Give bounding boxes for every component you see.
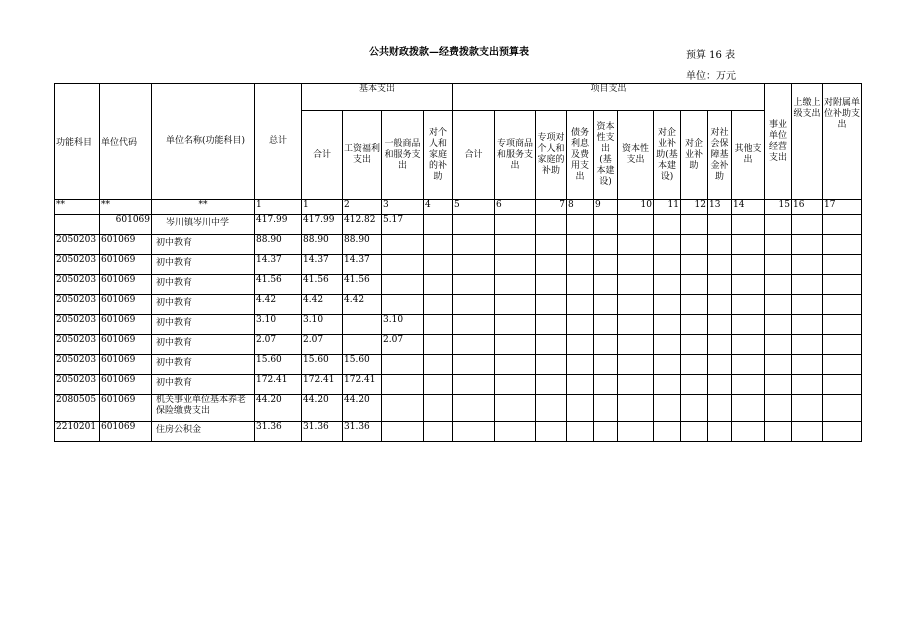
cell-empty [495, 275, 536, 295]
cell-empty [424, 335, 453, 355]
cell-empty [732, 355, 765, 375]
table-row [55, 215, 862, 235]
cell-empty [536, 335, 567, 355]
cell-empty [567, 215, 594, 235]
cell-empty [765, 375, 792, 395]
cell-empty [495, 235, 536, 255]
column-index-cell: 2 [343, 200, 382, 215]
cell-empty [681, 215, 708, 235]
cell-empty [536, 255, 567, 275]
cell-empty [495, 335, 536, 355]
cell-empty [732, 235, 765, 255]
cell-unit: 601069 [100, 422, 152, 442]
cell-empty [823, 395, 862, 422]
cell-total: 41.56 [255, 275, 302, 295]
cell-empty [594, 275, 618, 295]
cell-empty [495, 355, 536, 375]
cell-empty [424, 355, 453, 375]
cell-empty [792, 315, 823, 335]
table-row [55, 295, 862, 315]
cell-empty [823, 215, 862, 235]
cell-salary: 88.90 [343, 235, 382, 255]
cell-basic-total: 417.99 [302, 215, 343, 235]
header-salary: 工资福利支出 [343, 111, 382, 200]
cell-empty [618, 335, 654, 355]
cell-empty [495, 295, 536, 315]
cell-code: 2050203 [55, 255, 100, 275]
header-proj-total: 合计 [453, 111, 495, 200]
header-social: 对社会保障基金补助 [708, 111, 732, 200]
cell-empty [453, 295, 495, 315]
cell-empty [594, 422, 618, 442]
cell-empty [567, 422, 594, 442]
header-other: 其他支出 [732, 111, 765, 200]
cell-name: 初中教育 [152, 375, 255, 395]
cell-empty [708, 335, 732, 355]
cell-empty [453, 395, 495, 422]
header-project: 项目支出 [453, 84, 765, 111]
header-proj-goods: 专项商品和服务支出 [495, 111, 536, 200]
header-basic: 基本支出 [302, 84, 453, 111]
cell-empty [567, 375, 594, 395]
cell-empty [732, 375, 765, 395]
cell-empty [594, 295, 618, 315]
table-row [55, 335, 862, 355]
cell-empty [594, 255, 618, 275]
column-index-row [55, 200, 862, 215]
table-row [55, 422, 862, 442]
cell-unit: 601069 [100, 335, 152, 355]
column-index-cell: 8 [567, 200, 594, 215]
cell-empty [536, 295, 567, 315]
cell-empty [681, 335, 708, 355]
cell-basic-total: 14.37 [302, 255, 343, 275]
cell-empty [424, 295, 453, 315]
cell-empty [495, 422, 536, 442]
header-debt: 债务利息及费用支出 [567, 111, 594, 200]
cell-empty [681, 235, 708, 255]
cell-empty [732, 275, 765, 295]
cell-salary: 41.56 [343, 275, 382, 295]
cell-code: 2050203 [55, 275, 100, 295]
cell-empty [567, 255, 594, 275]
cell-code: 2050203 [55, 295, 100, 315]
cell-empty [708, 395, 732, 422]
cell-empty [708, 235, 732, 255]
cell-empty [618, 235, 654, 255]
cell-empty [424, 375, 453, 395]
cell-code: 2080505 [55, 395, 100, 422]
column-index-cell: 1 [255, 200, 302, 215]
cell-empty [681, 315, 708, 335]
cell-empty [453, 335, 495, 355]
cell-empty [594, 355, 618, 375]
form-number: 预算 16 表 [686, 50, 736, 61]
cell-empty [453, 315, 495, 335]
cell-empty [453, 375, 495, 395]
cell-empty [453, 255, 495, 275]
column-index-cell: 14 [732, 200, 765, 215]
cell-total: 14.37 [255, 255, 302, 275]
cell-total: 31.36 [255, 422, 302, 442]
cell-empty [765, 335, 792, 355]
cell-empty [732, 215, 765, 235]
cell-empty [708, 375, 732, 395]
cell-empty [708, 255, 732, 275]
cell-empty [823, 355, 862, 375]
header-capital: 资本性支出 [618, 111, 654, 200]
cell-empty [424, 395, 453, 422]
cell-name: 住房公积金 [152, 422, 255, 442]
cell-goods [382, 395, 424, 422]
cell-empty [765, 395, 792, 422]
cell-empty [765, 235, 792, 255]
cell-empty [708, 275, 732, 295]
cell-empty [424, 275, 453, 295]
column-index-cell: 9 [594, 200, 618, 215]
cell-empty [708, 215, 732, 235]
cell-name: 初中教育 [152, 275, 255, 295]
cell-total: 44.20 [255, 395, 302, 422]
header-personal: 对个人和家庭的补助 [424, 111, 453, 200]
cell-goods: 3.10 [382, 315, 424, 335]
cell-empty [594, 375, 618, 395]
cell-empty [594, 215, 618, 235]
cell-empty [654, 215, 681, 235]
cell-total: 417.99 [255, 215, 302, 235]
cell-empty [536, 215, 567, 235]
cell-salary [343, 315, 382, 335]
cell-empty [654, 375, 681, 395]
cell-empty [567, 395, 594, 422]
cell-unit: 601069 [100, 255, 152, 275]
cell-empty [453, 275, 495, 295]
table-row [55, 315, 862, 335]
table-title: 公共财政拨款—经费拨款支出预算表 [369, 47, 529, 58]
cell-empty [594, 235, 618, 255]
cell-salary: 14.37 [343, 255, 382, 275]
cell-empty [765, 355, 792, 375]
column-index-cell: ** [100, 200, 152, 215]
table-body [55, 215, 862, 442]
cell-name: 初中教育 [152, 295, 255, 315]
cell-total: 3.10 [255, 315, 302, 335]
table-row [55, 255, 862, 275]
cell-empty [536, 315, 567, 335]
cell-salary: 412.82 [343, 215, 382, 235]
cell-unit: 601069 [100, 395, 152, 422]
budget-table [54, 83, 862, 442]
cell-empty [708, 422, 732, 442]
cell-goods [382, 295, 424, 315]
cell-goods [382, 255, 424, 275]
cell-empty [594, 315, 618, 335]
cell-basic-total: 4.42 [302, 295, 343, 315]
cell-empty [823, 275, 862, 295]
cell-empty [618, 295, 654, 315]
cell-empty [765, 275, 792, 295]
cell-empty [424, 315, 453, 335]
cell-empty [567, 355, 594, 375]
cell-total: 4.42 [255, 295, 302, 315]
cell-empty [536, 235, 567, 255]
cell-empty [495, 315, 536, 335]
cell-empty [732, 335, 765, 355]
column-index-cell: 7 [536, 200, 567, 215]
cell-empty [654, 295, 681, 315]
cell-empty [618, 422, 654, 442]
cell-goods [382, 275, 424, 295]
cell-goods [382, 375, 424, 395]
header-biz: 事业单位经营支出 [765, 84, 792, 200]
header-proj-personal: 专项对个人和家庭的补助 [536, 111, 567, 200]
column-index-cell: 3 [382, 200, 424, 215]
cell-empty [618, 255, 654, 275]
cell-empty [681, 255, 708, 275]
header-ent-construct: 对企业补助(基本建设) [654, 111, 681, 200]
cell-total: 172.41 [255, 375, 302, 395]
column-index-cell: 13 [708, 200, 732, 215]
cell-empty [792, 335, 823, 355]
column-index-cell: 1 [302, 200, 343, 215]
cell-salary: 15.60 [343, 355, 382, 375]
cell-empty [654, 355, 681, 375]
cell-empty [792, 395, 823, 422]
cell-empty [567, 275, 594, 295]
cell-empty [654, 235, 681, 255]
cell-empty [567, 295, 594, 315]
cell-unit: 601069 [100, 355, 152, 375]
cell-empty [536, 395, 567, 422]
cell-empty [792, 275, 823, 295]
cell-salary [343, 335, 382, 355]
header-affiliated: 对附属单位补助支出 [823, 84, 862, 200]
header-unit-code: 单位代码 [100, 84, 152, 200]
cell-empty [453, 422, 495, 442]
cell-name: 初中教育 [152, 335, 255, 355]
cell-empty [792, 235, 823, 255]
cell-empty [732, 395, 765, 422]
header-capital-construct: 资本性支出(基本建设) [594, 111, 618, 200]
header-ent: 对企业补助 [681, 111, 708, 200]
header-func-subject: 功能科目 [55, 84, 100, 200]
cell-unit: 601069 [100, 235, 152, 255]
column-index-cell: ** [55, 200, 100, 215]
header-upper: 上缴上级支出 [792, 84, 823, 200]
unit-label: 单位：万元 [686, 71, 736, 82]
cell-empty [654, 315, 681, 335]
table-row [55, 275, 862, 295]
cell-empty [567, 235, 594, 255]
column-index-cell: 12 [681, 200, 708, 215]
cell-empty [618, 375, 654, 395]
cell-goods [382, 422, 424, 442]
cell-empty [536, 422, 567, 442]
cell-empty [618, 215, 654, 235]
cell-name: 机关事业单位基本养老保险缴费支出 [152, 395, 255, 422]
cell-basic-total: 88.90 [302, 235, 343, 255]
cell-empty [732, 422, 765, 442]
cell-empty [654, 255, 681, 275]
cell-empty [495, 255, 536, 275]
cell-empty [823, 375, 862, 395]
cell-empty [792, 355, 823, 375]
cell-unit: 601069 [100, 215, 152, 235]
cell-empty [654, 335, 681, 355]
cell-empty [681, 395, 708, 422]
table-row [55, 375, 862, 395]
cell-empty [536, 275, 567, 295]
cell-empty [792, 422, 823, 442]
cell-empty [424, 422, 453, 442]
cell-name: 岑川镇岑川中学 [152, 215, 255, 235]
cell-unit: 601069 [100, 375, 152, 395]
cell-empty [681, 422, 708, 442]
cell-basic-total: 172.41 [302, 375, 343, 395]
cell-empty [654, 422, 681, 442]
cell-code [55, 215, 100, 235]
column-index-cell: 17 [823, 200, 862, 215]
cell-empty [792, 255, 823, 275]
cell-empty [618, 395, 654, 422]
cell-total: 2.07 [255, 335, 302, 355]
cell-empty [765, 295, 792, 315]
header-goods: 一般商品和服务支出 [382, 111, 424, 200]
column-index-cell: ** [152, 200, 255, 215]
cell-unit: 601069 [100, 295, 152, 315]
cell-name: 初中教育 [152, 235, 255, 255]
cell-goods: 2.07 [382, 335, 424, 355]
header-total: 总计 [255, 84, 302, 200]
column-index-cell: 10 [618, 200, 654, 215]
cell-empty [765, 255, 792, 275]
cell-empty [567, 335, 594, 355]
cell-empty [708, 295, 732, 315]
cell-empty [732, 315, 765, 335]
cell-empty [536, 375, 567, 395]
column-index-cell: 16 [792, 200, 823, 215]
cell-empty [765, 422, 792, 442]
cell-empty [618, 355, 654, 375]
cell-empty [792, 215, 823, 235]
cell-empty [495, 375, 536, 395]
cell-empty [823, 315, 862, 335]
cell-empty [792, 295, 823, 315]
cell-total: 15.60 [255, 355, 302, 375]
cell-empty [792, 375, 823, 395]
cell-empty [567, 315, 594, 335]
cell-empty [708, 315, 732, 335]
cell-empty [681, 375, 708, 395]
cell-basic-total: 3.10 [302, 315, 343, 335]
cell-goods: 5.17 [382, 215, 424, 235]
column-index-cell: 11 [654, 200, 681, 215]
cell-code: 2050203 [55, 375, 100, 395]
cell-empty [424, 215, 453, 235]
table-row [55, 395, 862, 422]
cell-basic-total: 44.20 [302, 395, 343, 422]
cell-empty [424, 255, 453, 275]
cell-salary: 4.42 [343, 295, 382, 315]
cell-empty [823, 295, 862, 315]
header-basic-total: 合计 [302, 111, 343, 200]
cell-code: 2050203 [55, 355, 100, 375]
cell-basic-total: 41.56 [302, 275, 343, 295]
cell-empty [708, 355, 732, 375]
column-index-cell: 15 [765, 200, 792, 215]
cell-empty [823, 255, 862, 275]
cell-goods [382, 355, 424, 375]
cell-name: 初中教育 [152, 315, 255, 335]
cell-code: 2050203 [55, 315, 100, 335]
cell-empty [823, 335, 862, 355]
cell-unit: 601069 [100, 315, 152, 335]
cell-empty [495, 215, 536, 235]
header-unit-name: 单位名称(功能科目) [152, 84, 255, 200]
cell-empty [453, 215, 495, 235]
cell-empty [536, 355, 567, 375]
cell-empty [765, 315, 792, 335]
table-row [55, 235, 862, 255]
cell-empty [765, 215, 792, 235]
cell-empty [594, 335, 618, 355]
column-index-cell: 5 [453, 200, 495, 215]
cell-code: 2210201 [55, 422, 100, 442]
cell-empty [732, 255, 765, 275]
cell-empty [732, 295, 765, 315]
cell-name: 初中教育 [152, 355, 255, 375]
cell-basic-total: 31.36 [302, 422, 343, 442]
cell-empty [681, 295, 708, 315]
cell-unit: 601069 [100, 275, 152, 295]
cell-goods [382, 235, 424, 255]
cell-basic-total: 15.60 [302, 355, 343, 375]
cell-empty [681, 355, 708, 375]
cell-code: 2050203 [55, 335, 100, 355]
cell-empty [594, 395, 618, 422]
cell-empty [654, 395, 681, 422]
cell-salary: 31.36 [343, 422, 382, 442]
cell-empty [654, 275, 681, 295]
cell-empty [618, 315, 654, 335]
cell-empty [823, 235, 862, 255]
cell-empty [424, 235, 453, 255]
column-index-cell: 6 [495, 200, 536, 215]
cell-empty [453, 235, 495, 255]
cell-code: 2050203 [55, 235, 100, 255]
column-index-cell: 4 [424, 200, 453, 215]
table-row [55, 355, 862, 375]
cell-empty [618, 275, 654, 295]
cell-salary: 172.41 [343, 375, 382, 395]
cell-name: 初中教育 [152, 255, 255, 275]
cell-basic-total: 2.07 [302, 335, 343, 355]
cell-empty [453, 355, 495, 375]
cell-total: 88.90 [255, 235, 302, 255]
cell-salary: 44.20 [343, 395, 382, 422]
cell-empty [823, 422, 862, 442]
table-header [55, 84, 862, 215]
cell-empty [495, 395, 536, 422]
cell-empty [681, 275, 708, 295]
